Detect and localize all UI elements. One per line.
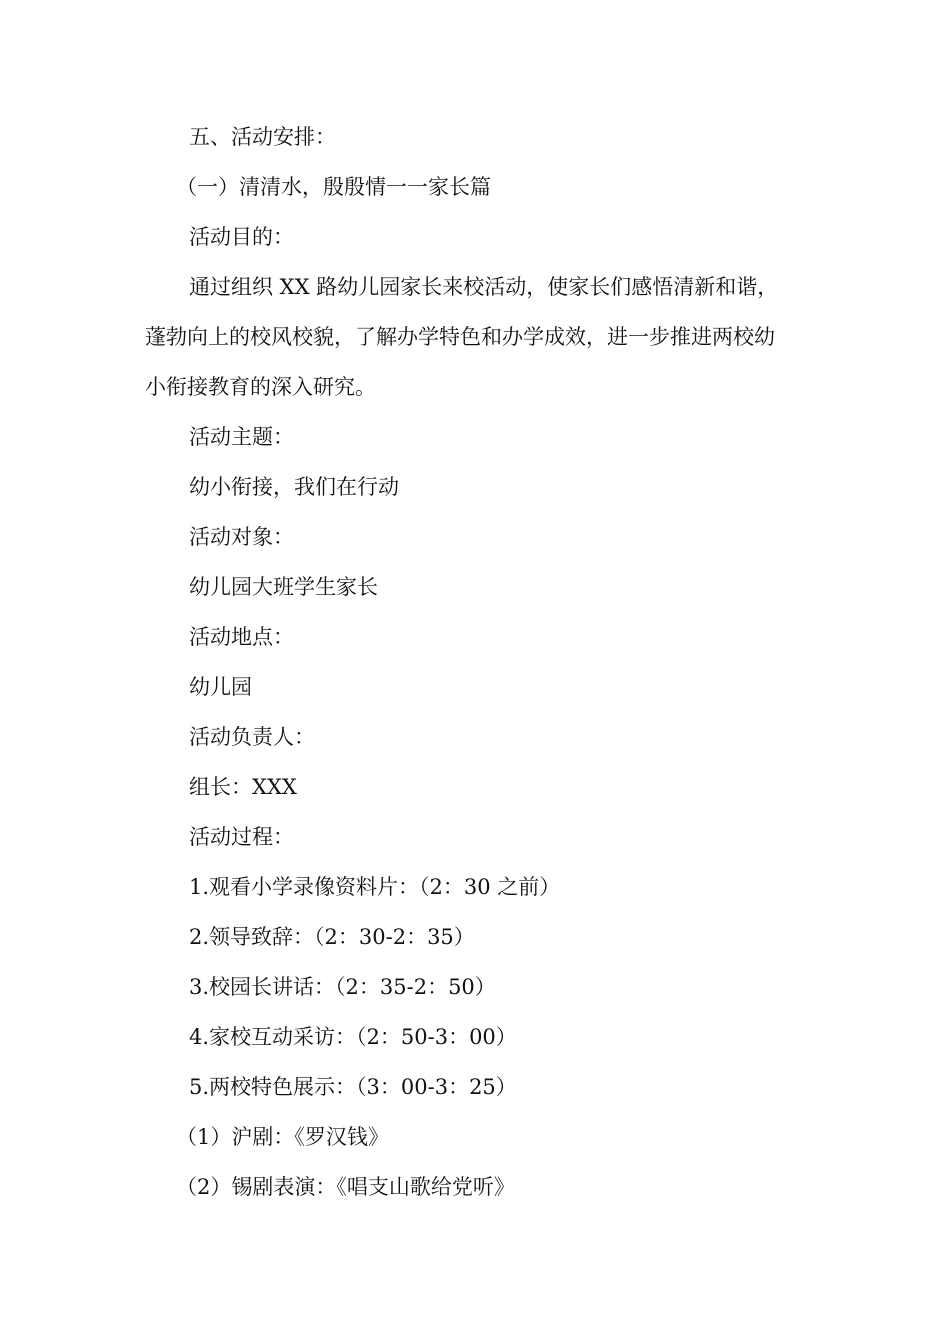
process-step: 4.家校互动采访：（2：50-3：00） (189, 1025, 517, 1049)
purpose-text-line: 小衔接教育的深入研究。 (145, 375, 376, 399)
theme-value: 幼小衔接，我们在行动 (189, 475, 399, 499)
process-step: 1.观看小学录像资料片：（2：30 之前） (189, 875, 561, 899)
theme-label: 活动主题： (189, 425, 294, 449)
process-label: 活动过程： (189, 825, 294, 849)
purpose-text-line: 蓬勃向上的校风校貌，了解办学特色和办学成效，进一步推进两校幼 (145, 325, 775, 349)
process-step: 3.校园长讲话：（2：35-2：50） (189, 975, 496, 999)
audience-value: 幼儿园大班学生家长 (189, 575, 378, 599)
owner-label: 活动负责人： (189, 725, 315, 749)
showcase-item: （1）沪剧：《罗汉钱》 (176, 1125, 389, 1149)
showcase-item: （2）锡剧表演：《唱支山歌给党听》 (176, 1175, 515, 1199)
section-heading: 五、活动安排： (189, 125, 336, 149)
location-label: 活动地点： (189, 625, 294, 649)
owner-value: 组长：XXX (189, 775, 297, 799)
purpose-text-line: 通过组织 XX 路幼儿园家长来校活动，使家长们感悟清新和谐， (189, 275, 779, 299)
purpose-label: 活动目的： (189, 225, 294, 249)
location-value: 幼儿园 (189, 675, 252, 699)
process-step: 5.两校特色展示：（3：00-3：25） (189, 1075, 517, 1099)
audience-label: 活动对象： (189, 525, 294, 549)
subsection-heading: （一）清清水，殷殷情一一家长篇 (176, 175, 491, 199)
process-step: 2.领导致辞：（2：30-2：35） (189, 925, 475, 949)
